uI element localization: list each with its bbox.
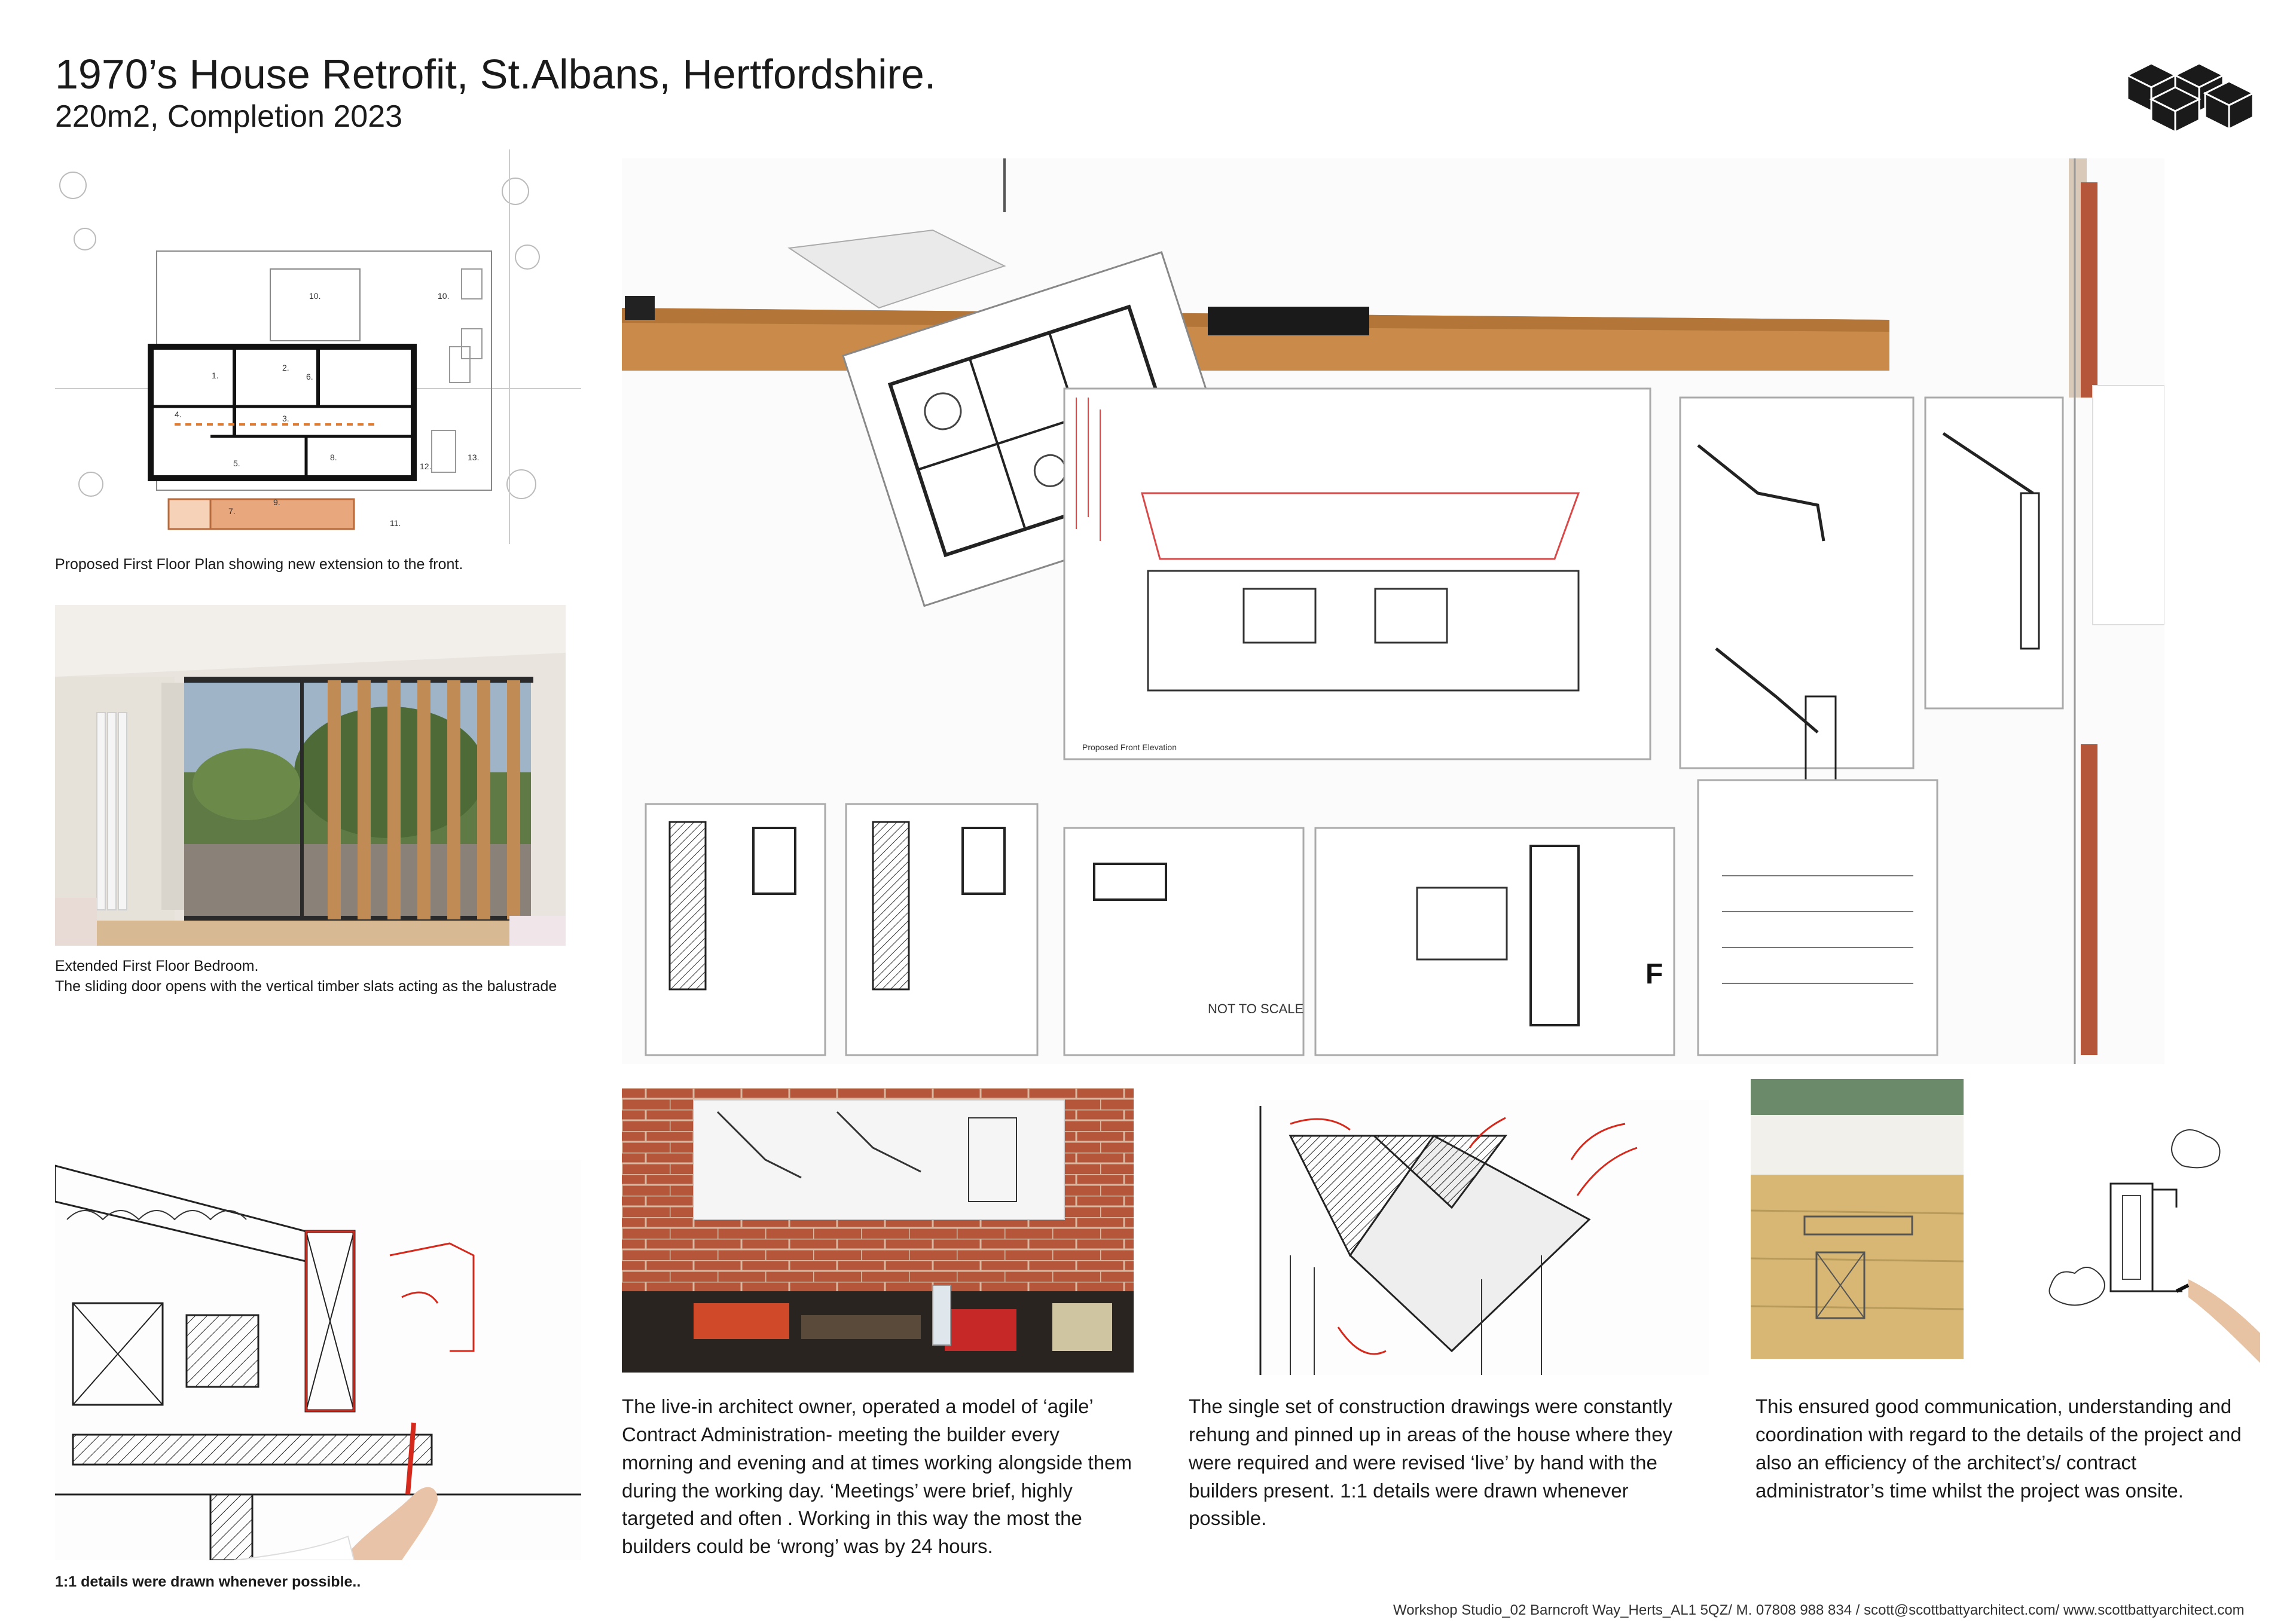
room-label: 3. [282, 414, 289, 423]
stacked-cubes-logo-icon [2121, 57, 2263, 135]
bedroom-caption-line2: The sliding door opens with the vertical timber slats acting as the balustrade [55, 978, 557, 995]
bedroom-caption-line1: Extended First Floor Bedroom. [55, 958, 259, 974]
room-label: 2. [282, 363, 289, 372]
bedroom-photo [55, 605, 566, 946]
room-label: 7. [228, 506, 236, 516]
one-to-one-detail-sketch [55, 1160, 581, 1560]
text-block-construction-drawings: The single set of construction drawings were constantly rehung and pinned up in areas of the house where they were required and were revised ‘live’ by hand with the builders present. 1:1 details were drawn whenever possible. [1189, 1395, 1673, 1530]
room-label: 8. [330, 453, 337, 462]
footer-contact: Workshop Studio_02 Barncroft Way_Herts_AL1 5QZ/ M. 07808 988 834 / scott@scottbattyarchitect.com/ www.scottbattyarchitect.com [1393, 1602, 2245, 1618]
timber-sketch-photo [1751, 1079, 1964, 1359]
red-markup-detail-photo [1254, 1100, 1709, 1375]
room-label: 1. [212, 371, 219, 380]
room-label: 4. [175, 409, 182, 419]
room-label: 6. [306, 372, 313, 381]
room-label: 12. [420, 461, 432, 471]
room-label: 5. [233, 459, 240, 468]
brick-wall-drawings-photo [622, 1088, 1134, 1373]
room-label: 10. [438, 291, 450, 301]
svg-text:F: F [1645, 958, 1663, 990]
drawings-pinned-wall-photo [622, 158, 2164, 1064]
elevation-sheet-label: Proposed Front Elevation [1082, 742, 1177, 752]
room-label: 9. [273, 497, 280, 507]
room-label: 10. [309, 291, 321, 301]
room-label: 13. [468, 453, 480, 462]
first-floor-plan-drawing [55, 149, 581, 544]
detail-sketch-caption: 1:1 details were drawn whenever possible.. [55, 1573, 361, 1590]
plan-caption: Proposed First Floor Plan showing new extension to the front. [55, 556, 463, 573]
page-subtitle: 220m2, Completion 2023 [55, 99, 403, 134]
not-to-scale-note: NOT TO SCALE [1208, 1001, 1304, 1016]
text-block-communication: This ensured good communication, understanding and coordination with regard to the details of the project and also an efficiency of the architect’s/ contract administrator’s time whilst the project was onsite. [1755, 1395, 2242, 1502]
hand-sketch-photo [2039, 1112, 2260, 1363]
text-block-agile-contract-administration: The live-in architect owner, operated a model of ‘agile’ Contract Administration- meeting the builder every morning and evening and at times working alongside them during the working day. ‘Meetings’ were brief, highly targeted and often . Working in this way the most the builders could be ‘wrong’ was by 24 hours. [622, 1395, 1132, 1558]
page-title: 1970’s House Retrofit, St.Albans, Hertfordshire. [55, 51, 936, 97]
room-label: 11. [390, 518, 401, 528]
